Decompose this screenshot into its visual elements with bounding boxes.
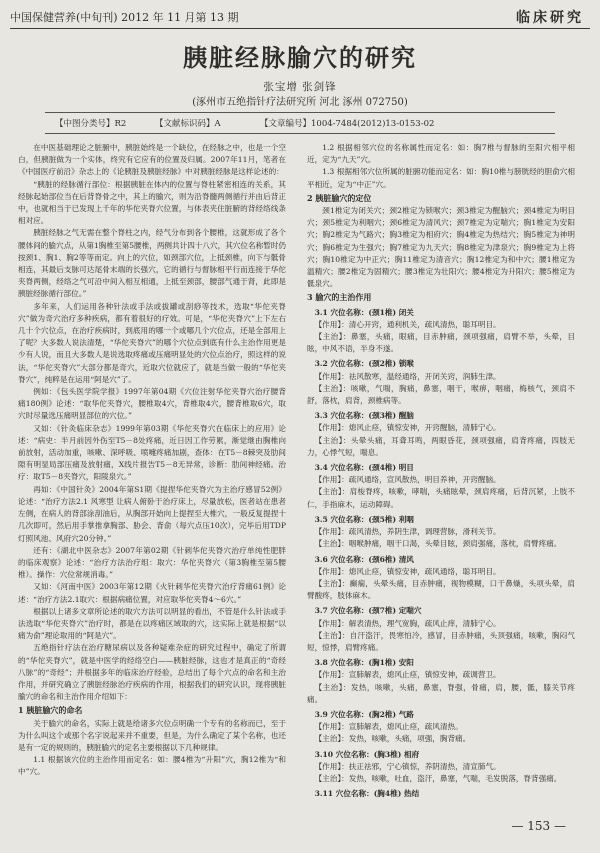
paragraph: 颈1椎定为闭关穴；颈2椎定为锁喉穴；颈3椎定为醒脑穴；颈4椎定为明目穴；颈5椎定为利咽穴；颈6椎定为清风穴；颈7椎定为定喘穴；胸1椎定为安阳穴；胸2椎定为气路穴；胸3椎定为相府穴；胸4椎定为热结穴；胸5椎定为神明穴；胸6椎定为生强穴；胸7椎定为九天穴；胸8椎定为津泉穴；胸9椎定为上将穴；胸10椎定为中正穴；胸11椎定为清音穴；胸12椎定为和中穴；腰1椎定为温精穴；腰2椎定为固精穴；腰3椎定为壮阳穴；腰4椎定为升阳穴；腰5椎定为骶泉穴。 xyxy=(307,206,575,289)
paragraph: 【作用】：宣肺解表，熄风止痉，镇惊安神，疏调营卫。 xyxy=(314,670,501,680)
paragraph: 【主治】：肩梭脊疼，咳嗽，哮喘，头痛眩晕，颈肩疼痛，后背沉紧，上肢不仁，手指麻木，运动障碍。 xyxy=(307,487,575,509)
paragraph: 【主治】：咳嗽，气喘，胸痛，鼻塞，咽干，喉痹，咽痛，梅核气，颈肩不舒，落枕，肩背，颈椎病等。 xyxy=(307,383,575,406)
paragraph: 【主治】：发热，咳嗽，头痛，项强，胸背痛。 xyxy=(314,734,471,744)
paragraph: 根据以上诸多文章所论述的取穴方法可以明显的看出，不管是什么针法或手法选取“华佗夹脊穴”治疗时，都是在以疼痛区域取的穴，这实际上就是根据“以痛为俞”理论取用的“阿是穴”。 xyxy=(18,606,286,641)
point-heading: 3.3 穴位名称：(颈3椎) 醒脑 xyxy=(314,411,414,421)
journal-name: 中国保健营养(中旬刊) 2012 年 11 月第 13 期 xyxy=(10,11,239,24)
point-heading: 3.5 穴位名称：(颈5椎) 利咽 xyxy=(314,514,414,524)
paragraph: 【作用】：解表清热，理气宽胸，疏风止痒，清肺宁心。 xyxy=(314,618,501,628)
point-heading: 3.1 穴位名称：(颈1椎) 闭关 xyxy=(314,307,414,317)
paragraph: 【主治】：头晕头痛，耳聋耳鸣，两眼昏花，颈项强痛，肩背疼痛，四肢无力，心悸气短，喘息。 xyxy=(307,435,575,457)
point-heading: 3.11 穴位名称：(胸4椎) 热结 xyxy=(314,789,420,799)
paragraph: 多年来，人们运用各种针法或手法或拔罐或刮痧等技术，选取“华佗夹脊穴”做为奇穴治疗多种疾病，都有着很好的疗效。可是，“华佗夹脊穴”上下左右几十个穴位点，在治疗疾病时，到底用的哪一个或哪几个穴位点，还是全部用上了呢？大多数人说法清楚，“华佗夹脊穴”的哪个穴位点到底有什么主治作用更是少有人说，而且大多数人是说选取疼痛或压痛明显处的穴位点治疗，照这样的说法，“华佗夹脊穴”大部分都是奇穴，近取穴位就应了，就是当做一般的“华佗夹脊穴”，纯粹是在运用“阿是穴”了。 xyxy=(18,301,286,384)
paragraph: 【主治】：发热，咳嗽，头痛，鼻塞，脊强，骨痛，肩，腰，骶，膝关节疼痛。 xyxy=(307,682,575,704)
paragraph: “胰脏的经脉循行部位：根据胰脏在体内的位置与脊柱紧密相连的关系，其经脉起始部位当在后背脊骨之中，其上的腧穴，则为沿脊髓两侧循行并由后背正中，也就相当于已发现上千年的华佗夹脊穴位置，与体表夹住脏腑的背经络线条相对应。 xyxy=(18,179,286,226)
article-number: 【文章编号】1004-7484(2012)13-0153-02 xyxy=(260,119,435,129)
point-heading: 3.6 穴位名称：(颈6椎) 清风 xyxy=(314,554,414,564)
paragraph: 胰脏经脉之气无需在整个脊柱之内，经气分布到各个腰椎，这就形成了各个腰体间的腧穴点，从第1胸椎至第5腰椎，两侧共计四十八穴，其穴位名称暂时仍按颈1、胸1、胸2等等而定。向上的穴位，如颈部穴位，上抵颈椎，向下与骶骨相连，其最后支脉可达尾骨末端的长强穴，它的循行与督脉相平行而连接于华佗夹脊两侧，经络之气可沿中间入相互相通，上抵至颈部，腰部气通于肾，此即是胰脏经脉循行部位。” xyxy=(18,228,286,299)
paragraph: 【主治】：自汗盗汗，畏寒怕冷，感冒，目赤肿痛，头顶强痛，咳嗽，胸闷气短，惊悸，肩臂疼痛。 xyxy=(307,630,575,652)
point-heading: 3.2 穴位名称：(颈2椎) 锁喉 xyxy=(314,359,414,369)
point-heading: 3.8 穴位名称：(胸1椎) 安阳 xyxy=(314,658,414,668)
clc-number: 【中图分类号】R2 xyxy=(55,119,127,129)
paragraph: 【主治】：癫痫，头晕头痛，目赤肿痛，视物模糊，口干鼻燥，头项头晕，肩臂酸疼，肢体麻木。 xyxy=(307,578,575,601)
paragraph: 1.3 根据相邻穴位所属的脏腑功能而定名：如：胸10椎与膀胱经的胆俞穴相平相近，定为“中正”穴。 xyxy=(307,167,575,189)
point-heading: 3.7 穴位名称：(颈7椎) 定喘穴 xyxy=(314,606,422,616)
section-heading: 2 胰脏腧穴的定位 xyxy=(307,192,372,203)
paragraph: 【主治】：咽喉肿痛，咽干口渴，头晕目眩，颈肩强痛，落枕，肩臂疼痛。 xyxy=(314,539,562,549)
paragraph: 【作用】：熄风止痉，镇惊安神，疏风通络，聪耳明目。 xyxy=(314,566,501,576)
paragraph: 【主治】：鼻塞，头痛，眼痛，目赤肿痛，颈项强痛，肩臂不举，头晕，目眩，中风不语，半身不遂。 xyxy=(307,332,575,354)
left-column xyxy=(18,142,286,779)
article-meta xyxy=(45,112,555,134)
authors: 张宝增 张剑锋 xyxy=(263,81,337,93)
paragraph: 还有：《湖北中医杂志》2007年第02期《针刺华佗夹脊穴治疗单纯性肥胖的临床观察》论述：“治疗方法治疗组：取穴：华佗夹脊穴（第3胸椎至第5腰椎）。操作：穴位常规消毒。” xyxy=(18,545,286,580)
right-column xyxy=(307,142,575,800)
paragraph: 【作用】：疏风清热，养阴生津，调理营脉，滑利关节。 xyxy=(314,527,501,537)
paragraph: 【作用】：祛风散寒，温经通络，开闭关窍，润肺生津。 xyxy=(314,371,501,381)
paragraph: 【作用】：扶正祛邪，宁心镇惊，养阴清热，清宣肺气。 xyxy=(314,761,501,771)
paragraph: 【作用】：熄风止痉，镇惊安神，开窍醒脑，清肺宁心。 xyxy=(314,423,501,433)
section-label: 临床研究 xyxy=(516,10,584,26)
paragraph: 1.1 根据该穴位的主治作用而定名：如：腰4椎为“升阳”穴，胸12椎为“和中”穴。 xyxy=(18,755,286,777)
paragraph: 五绝指针疗法在治疗糖尿病以及各种疑难杂症的研究过程中，确定了所谓的“华佗夹脊穴”，就是中医学的经络空白——胰脏经脉，这也才是真正的“奇经八脉”的“奇经”；并根据多年的临床治疗经验，总结出了每个穴点的命名和主治作用，并研究确立了胰脏经脉治疗疾病的作用，根据我们的研究认识，现将胰脏腧穴的命名和主治作用介绍如下： xyxy=(18,643,286,702)
paragraph: 【作用】：清心开窍，通利机关，疏风清热，聪耳明目。 xyxy=(314,319,501,329)
point-heading: 3.10 穴位名称：(胸3椎) 相府 xyxy=(314,749,420,759)
paragraph: 在中医基础理论之脏腑中，胰脏始终是一个缺位，在经脉之中，也是一个空白，但胰脏做为一个实体，终究有它应有的位置及归属。2007年11月，笔者在《中国医疗前沿》杂志上的《论胰脏及胰脏经脉》中对胰脏经脉是这样论述的： xyxy=(18,143,286,177)
page-number: — 153 — xyxy=(511,819,566,833)
affiliation: (涿州市五绝指针疗法研究所 河北 涿州 072750) xyxy=(192,97,408,108)
running-header xyxy=(10,6,590,29)
point-heading: 3.9 穴位名称：(胸2椎) 气路 xyxy=(314,709,414,719)
section-heading: 3 腧穴的主治作用 xyxy=(307,292,372,303)
section-heading: 1 胰脏腧穴的命名 xyxy=(18,705,83,716)
paragraph: 【作用】：疏风通络，宣风散热，明目养神，开窍醒脑。 xyxy=(314,475,501,485)
paragraph: 关于腧穴的命名，实际上就是给诸多穴位点明确一个专有的名称而已，至于为什么叫这个或那个名字说起来并不重要，但是，为什么确定了某个名称，也还是有一定的规则的，胰脏腧穴的定名主要根据以下几种规律。 xyxy=(18,718,286,752)
paragraph: 又如：《河南中医》2003年第12期《火针刺华佗夹脊穴治疗背痛61例》论述：“治疗方法2.1取穴：根据病痛位置，对应取华佗夹脊4～6穴。” xyxy=(18,582,286,604)
paragraph: 【主治】：发热，咳嗽，吐血，盗汗，鼻塞，气喘，毛发脱落，脊背强痛。 xyxy=(314,773,562,783)
point-heading: 3.4 穴位名称：(颈4椎) 明目 xyxy=(314,463,414,473)
paragraph: 又如：《针灸临床杂志》1999年第03期《华佗夹脊穴在临床上的应用》论述：“病史：半月前因外伤至T5－8处疼痛，近日因工作劳累，渐觉继由胸椎向前放射，活动加重，咳嗽、深呼吸、喷嚏疼痛加剧，查体：在T5－8棘突及肋间隙有明显局部压痛及放射痛，X线片报告T5－8无异常，诊断：肋间神经痛。治疗：取T5－8夹脊穴，阳陵泉穴。” xyxy=(18,423,286,482)
paragraph: 1.2 根据相邻穴位的名称属性而定名：如：胸7椎与督脉的至阳穴相平相近，定为“九天”穴。 xyxy=(307,143,575,165)
article-title: 胰脏经脉腧穴的研究 xyxy=(183,43,417,72)
document-code: 【文献标识码】A xyxy=(155,119,221,129)
paragraph: 【作用】：宣肺解表，熄风止痉，疏风清热。 xyxy=(314,722,463,732)
paragraph: 例如：《包头医学院学报》1997年第04期《穴位注射华佗夹脊穴治疗腰背痛180例》论述：“取华佗夹脊穴，腰椎取4穴，背椎取4穴，腰背椎取6穴，取穴时尽量选压痛明显部位的穴位。” xyxy=(18,387,286,421)
paragraph: 再如：《中国针灸》2004年第S1期《提捏华佗夹脊穴为主治疗感冒52例》论述：“治疗方法2.1 风寒型 让病人俯卧于治疗床上，尽量放松，医者站在患者左侧，在病人的背部涂刮油后，从胸部开始向上提捏至大椎穴，一般反复提捏十几次即可，然后用手掌推拿胸部、胁会、背俞（每穴点压10次），完毕后用TDP灯照风池、风府穴20分钟。” xyxy=(18,484,286,543)
